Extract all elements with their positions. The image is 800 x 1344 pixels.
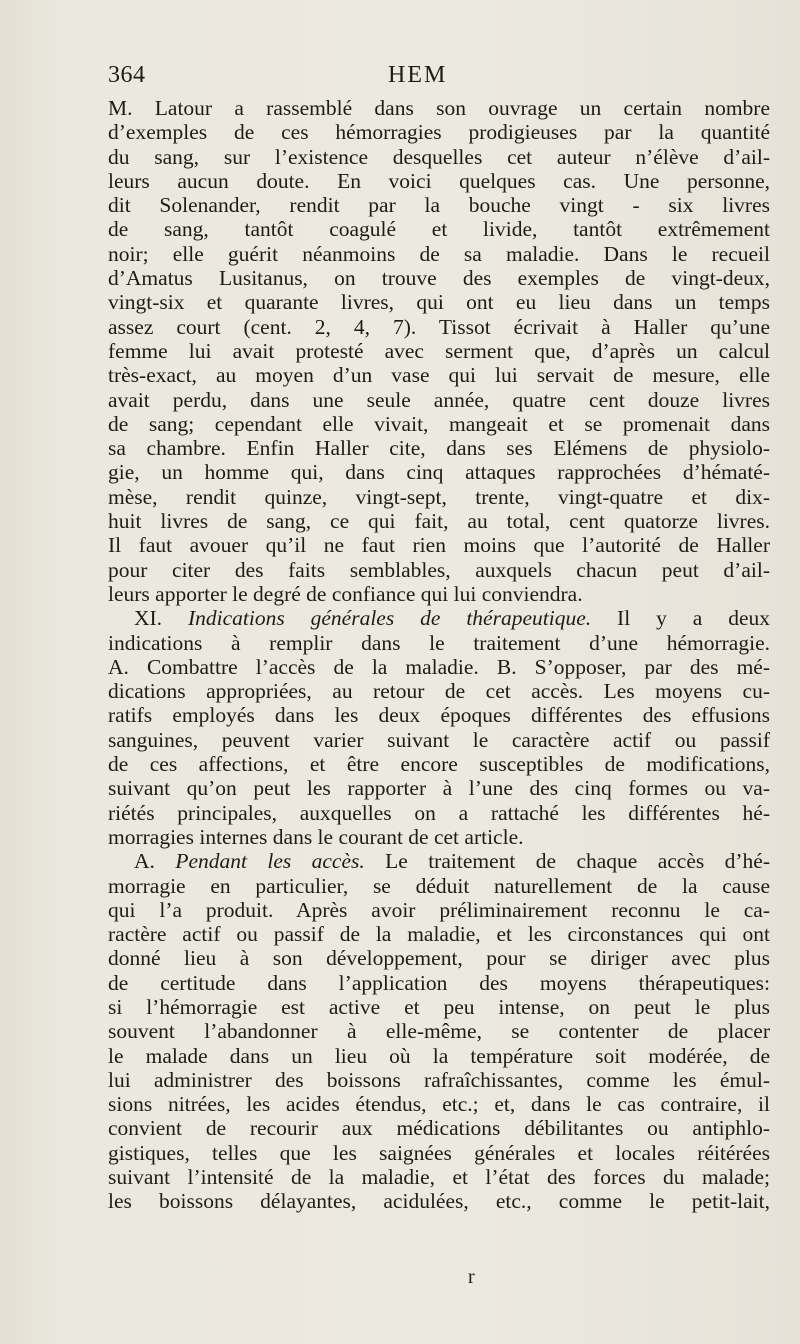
text-line: du sang, sur l’existence desquelles cet auteur n’élève d’ail- [108,144,770,169]
text-line: sa chambre. Enfin Haller cite, dans ses Elémens de physiolo- [108,436,770,461]
text-line: qui l’a produit. Après avoir préliminairement reconnu le ca- [108,897,770,922]
text-line: d’exemples de ces hémorragies prodigieuses par la quantité [108,120,770,145]
subsection-heading-line [108,849,770,873]
text-line: indications à remplir dans le traitement d’une hémorragie. [108,630,770,655]
text-line: morragie en particulier, se déduit naturellement de la cause [108,873,770,898]
page-header [108,62,748,96]
text-line: sions nitrées, les acides étendus, etc.; et, dans le cas contraire, il [108,1092,770,1117]
section-heading-rest: Il y a deux [591,606,771,631]
running-head: HEM [388,62,448,88]
text-line: sanguines, peuvent varier suivant le caractère actif ou passif [108,727,770,752]
text-line: pour citer des faits semblables, auxquels chacun peut d’ail- [108,557,770,582]
text-line: mèse, rendit quinze, vingt-sept, trente, vingt-quatre et dix- [108,484,770,509]
text-line: lui administrer des boissons rafraîchissantes, comme les émul- [108,1067,770,1092]
text-line: suivant qu’on peut les rapporter à l’une des cinq formes ou va- [108,776,770,801]
text-line: les boissons délayantes, acidulées, etc., comme le petit-lait, [108,1189,770,1214]
footer-mark: r [468,1266,475,1288]
subsection-letter: A. [134,849,155,874]
text-line: convient de recourir aux médications débilitantes ou antiphlo- [108,1116,770,1141]
text-line: assez court (cent. 2, 4, 7). Tissot écrivait à Haller qu’une [108,314,770,339]
text-line: ratifs employés dans les deux époques différentes des effusions [108,703,770,728]
text-line: M. Latour a rassemblé dans son ouvrage un certain nombre [108,96,770,120]
text-line: de certitude dans l’application des moyens thérapeutiques: [108,970,770,995]
section-heading-line [108,606,770,630]
text-line: de sang; cependant elle vivait, mangeait et se promenait dans [108,411,770,436]
text-line: Il faut avouer qu’il ne faut rien moins que l’autorité de Haller [108,533,770,558]
text-line: vingt-six et quarante livres, qui ont eu lieu dans un temps [108,290,770,315]
text-line: riétés principales, auxquelles on a rattaché les différentes hé- [108,800,770,825]
text-line: très-exact, au moyen d’un vase qui lui servait de mesure, elle [108,363,770,388]
text-line: leurs aucun doute. En voici quelques cas. Une personne, [108,168,770,193]
subsection-title: Pendant les accès. [175,849,365,874]
text-line: A. Combattre l’accès de la maladie. B. S’opposer, par des mé- [108,654,770,679]
text-line: noir; elle guérit néanmoins de sa maladie. Dans le recueil [108,241,770,266]
section-title: Indications générales de thérapeutique. [187,606,592,631]
body-text [108,96,770,1214]
text-line: donné lieu à son développement, pour se diriger avec plus [108,946,770,971]
text-line: dit Solenander, rendit par la bouche vingt - six livres [108,193,770,218]
text-line: dications appropriées, au retour de cet accès. Les moyens cu- [108,679,770,704]
text-line: avait perdu, dans une seule année, quatre cent douze livres [108,387,770,412]
text-line: ractère actif ou passif de la maladie, et les circonstances qui ont [108,922,770,947]
section-number: XI. [134,606,163,631]
text-line: le malade dans un lieu où la température soit modérée, de [108,1043,770,1068]
text-line: gistiques, telles que les saignées générales et locales réitérées [108,1140,770,1165]
text-line: femme lui avait protesté avec serment que, d’après un calcul [108,338,770,363]
text-line: gie, un homme qui, dans cinq attaques rapprochées d’hématé- [108,460,770,485]
text-line: de ces affections, et être encore susceptibles de modifications, [108,752,770,777]
text-line: leurs apporter le degré de confiance qui lui conviendra. [108,581,583,606]
text-line: morragies internes dans le courant de cet article. [108,824,524,849]
text-line: de sang, tantôt coagulé et livide, tantôt extrêmement [108,217,770,242]
text-line: d’Amatus Lusitanus, on trouve des exemples de vingt-deux, [108,266,770,291]
subsection-heading-rest: Le traitement de chaque accès d’hé- [364,849,771,874]
text-line: si l’hémorragie est active et peu intense, on peut le plus [108,994,770,1019]
text-line: huit livres de sang, ce qui fait, au total, cent quatorze livres. [108,509,770,534]
page-number: 364 [108,62,146,88]
text-line: souvent l’abandonner à elle-même, se contenter de placer [108,1019,770,1044]
text-line: suivant l’intensité de la maladie, et l’état des forces du malade; [108,1165,770,1190]
